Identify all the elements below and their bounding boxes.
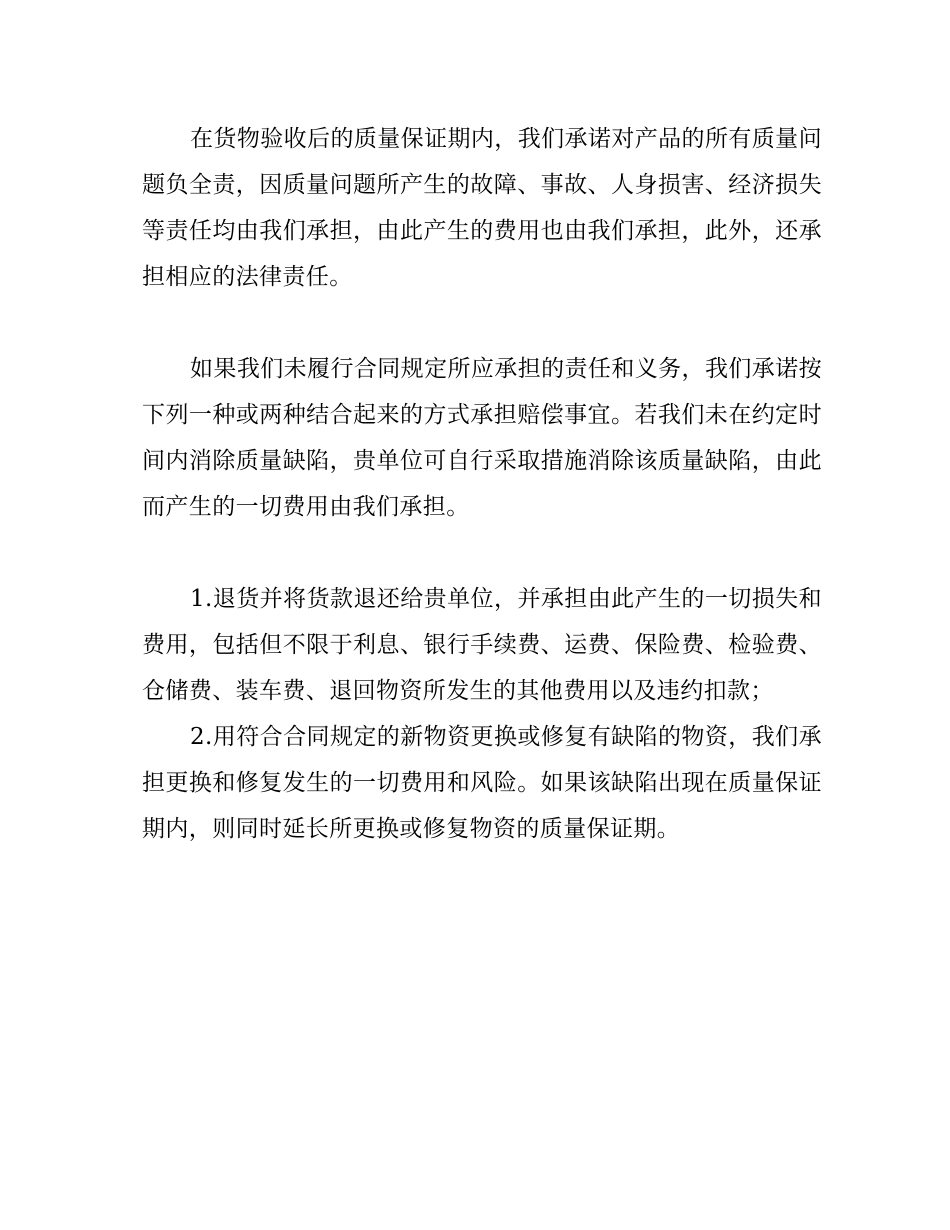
paragraph-quality-warranty: 在货物验收后的质量保证期内，我们承诺对产品的所有质量问题负全责，因质量问题所产生的故障、事故、人身损害、经济损失等责任均由我们承担，由此产生的费用也由我们承担，此外，还承担相应的法律责任。 — [142, 126, 822, 290]
list-item-replace-repair: 2.用符合合同规定的新物资更换或修复有缺陷的物资，我们承担更换和修复发生的一切费用和风险。如果该缺陷出现在质量保证期内，则同时延长所更换或修复物资的质量保证期。 — [142, 724, 822, 842]
paragraph-breach-liability: 如果我们未履行合同规定所应承担的责任和义务，我们承诺按下列一种或两种结合起来的方式承担赔偿事宜。若我们未在约定时间内消除质量缺陷，贵单位可自行采取措施消除该质量缺陷，由此而产生的一切费用由我们承担。 — [142, 356, 822, 520]
paragraph-spacer — [142, 530, 822, 576]
list-item-return-goods: 1.退货并将货款退还给贵单位，并承担由此产生的一切损失和费用，包括但不限于利息、银行手续费、运费、保险费、检验费、仓储费、装车费、退回物资所发生的其他费用以及违约扣款； — [142, 586, 822, 704]
document-body — [142, 116, 822, 852]
paragraph-spacer — [142, 300, 822, 346]
